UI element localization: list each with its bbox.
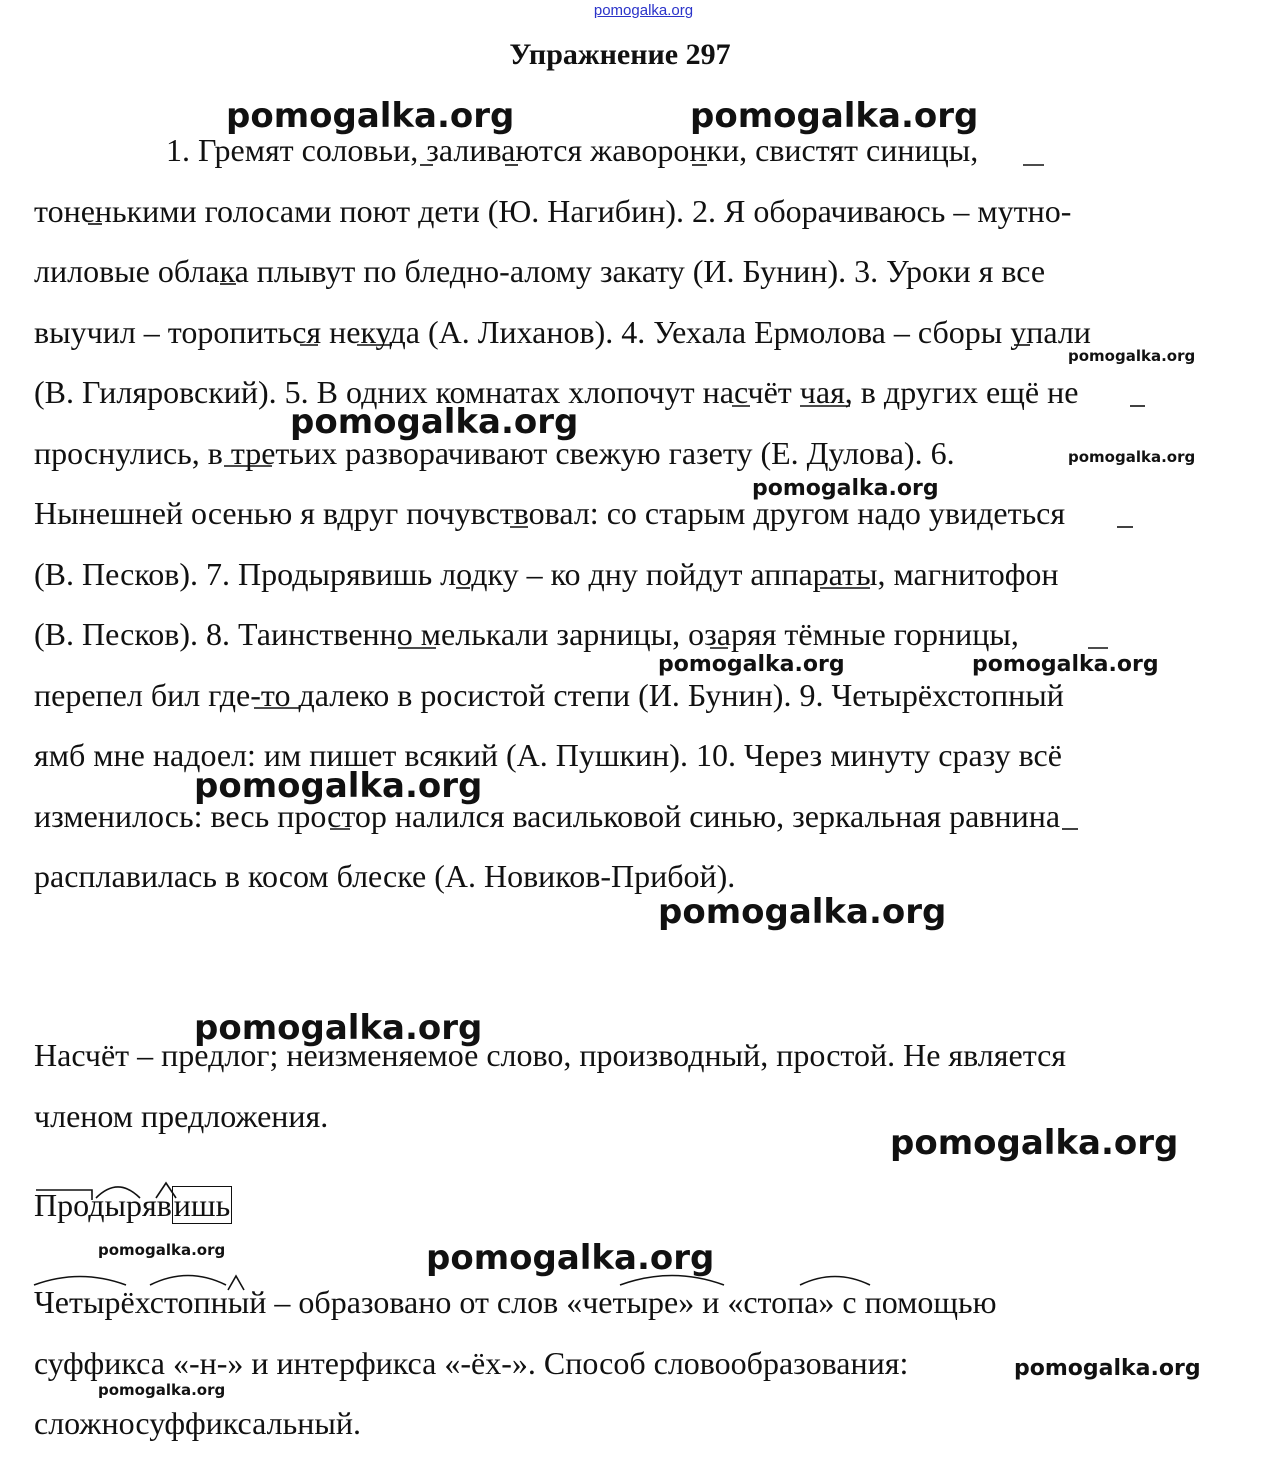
watermark: pomogalka.org <box>290 402 579 442</box>
text-line: расплавилась в косом блеске (А. Новиков-Прибой). <box>34 858 736 894</box>
text-line: Четырёхстопный – образовано от слов «четыре» и «стопа» с помощью <box>34 1284 997 1320</box>
text-line: членом предложения. <box>34 1097 329 1134</box>
watermark: pomogalka.org <box>426 1238 715 1278</box>
watermark: pomogalka.org <box>658 892 947 932</box>
exercise-title: Упражнение 297 <box>509 38 731 71</box>
text-line: тоненькими голосами поют дети (Ю. Нагибин). 2. Я оборачиваюсь – мутно- <box>34 192 1072 229</box>
text-line: Нынешней осенью я вдруг почувствовал: со старым другом надо увидеться <box>34 495 1066 531</box>
watermark: pomogalka.org <box>1068 347 1196 365</box>
watermark: pomogalka.org <box>98 1381 226 1399</box>
watermark: pomogalka.org <box>1014 1356 1201 1381</box>
text-line: перепел бил где-то далеко в росистой степи (И. Бунин). 9. Четырёхстопный <box>34 676 1064 713</box>
watermark: pomogalka.org <box>194 1008 483 1048</box>
morpheme-suffix: я <box>141 1187 157 1223</box>
watermark: pomogalka.org <box>658 652 845 677</box>
morpheme-suffix: в <box>156 1187 172 1223</box>
watermark: pomogalka.org <box>690 96 979 136</box>
watermark: pomogalka.org <box>972 652 1159 677</box>
watermark: pomogalka.org <box>98 1241 226 1259</box>
text-line: лиловые облака плывут по бледно-алому закату (И. Бунин). 3. Уроки я все <box>34 253 1046 289</box>
text-line: (В. Песков). 7. Продырявишь лодку – ко дну пойдут аппараты, магнитофон <box>34 555 1059 592</box>
watermark: pomogalka.org <box>752 476 939 501</box>
morpheme-root: дыр <box>88 1187 142 1223</box>
text-line: суффикса «-н-» и интерфикса «-ёх-». Способ словообразования: <box>34 1344 909 1381</box>
text-line: проснулись, в третьих разворачивают свежую газету (Е. Дулова). 6. <box>34 434 955 471</box>
text-line: Насчёт – предлог; неизменяемое слово, производный, простой. Не является <box>34 1037 1066 1073</box>
text-line: ямб мне надоел: им пишет всякий (А. Пушкин). 10. Через минуту сразу всё <box>34 737 1062 773</box>
watermark: pomogalka.org <box>226 96 515 136</box>
text-line: 1. Гремят соловьи, заливаются жаворонки, свистят синицы, <box>166 132 979 168</box>
morpheme-parse-word <box>34 1187 232 1224</box>
morpheme-ending: ишь <box>173 1187 231 1223</box>
text-line: сложносуффиксальный. <box>34 1405 361 1441</box>
site-watermark-link[interactable]: pomogalka.org <box>593 2 694 19</box>
text-line: (В. Песков). 8. Таинственно мелькали зарницы, озаряя тёмные горницы, <box>34 616 1019 652</box>
morpheme-prefix: Про <box>34 1187 89 1223</box>
text-line: (В. Гиляровский). 5. В одних комнатах хлопочут насчёт чая, в других ещё не <box>34 374 1079 410</box>
text-line: выучил – торопиться некуда (А. Лиханов). 4. Уехала Ермолова – сборы упали <box>34 313 1091 350</box>
watermark: pomogalka.org <box>890 1123 1179 1163</box>
text-line: изменилось: весь простор налился васильковой синью, зеркальная равнина <box>34 797 1061 834</box>
watermark: pomogalka.org <box>194 766 483 806</box>
watermark: pomogalka.org <box>1068 448 1196 466</box>
